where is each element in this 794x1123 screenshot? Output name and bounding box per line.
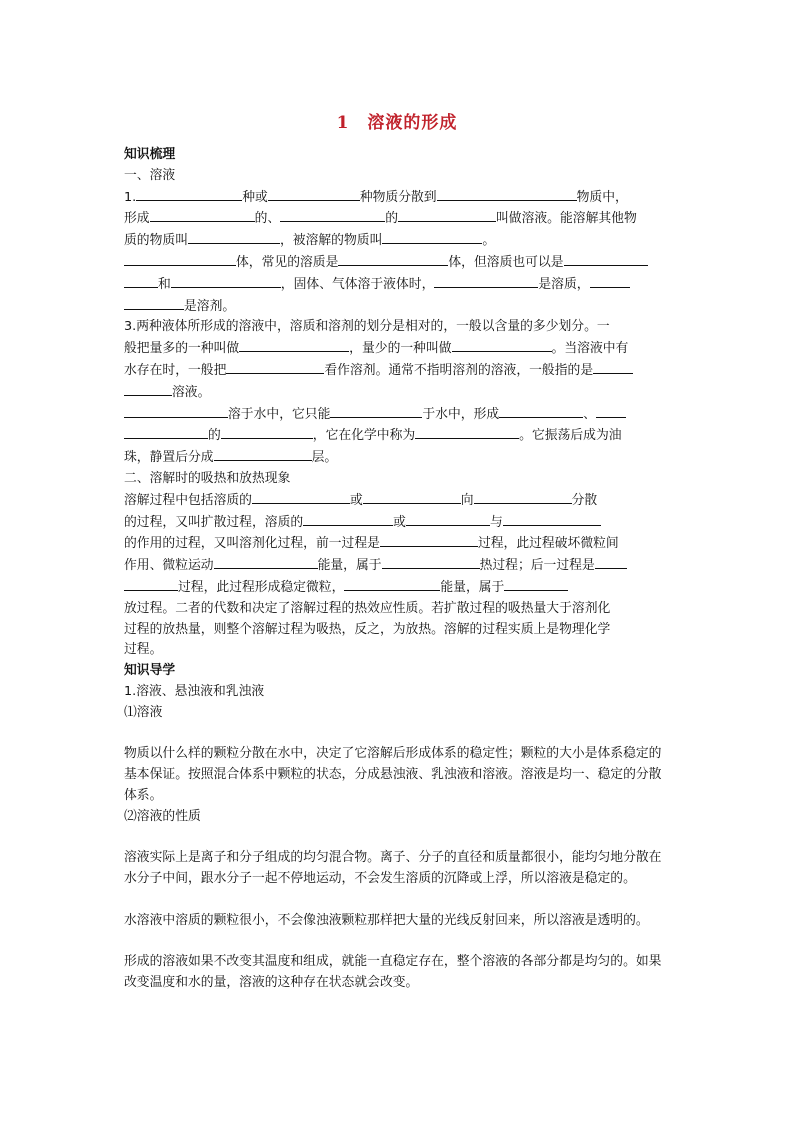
- section-heading-knowledge-review: 知识梳理: [124, 147, 176, 162]
- answer-blank[interactable]: [380, 533, 478, 547]
- page-title: 1 溶液的形成: [336, 113, 458, 133]
- answer-blank[interactable]: [221, 425, 313, 439]
- answer-blank[interactable]: [338, 252, 448, 266]
- answer-blank[interactable]: [434, 274, 538, 288]
- answer-blank[interactable]: [406, 512, 490, 526]
- answer-blank[interactable]: [382, 230, 482, 244]
- subheading-solution: 一、溶液: [124, 167, 176, 183]
- answer-blank[interactable]: [303, 512, 393, 526]
- answer-blank[interactable]: [564, 252, 648, 266]
- answer-blank[interactable]: [124, 274, 158, 288]
- answer-blank[interactable]: [344, 577, 440, 591]
- answer-blank[interactable]: [214, 447, 312, 461]
- answer-blank[interactable]: [124, 382, 172, 396]
- question-5: 溶解过程中包括溶质的 或 向 分散 的过程，又叫扩散过程，溶质的 或 与 的作用的过程，又叫溶剂化过程，前一过程是 过程，此过程破坏微粒间 作用、微粒运动 能量，属于 热过程；后一过程是 过程，此过程形成稳定微粒， 能量，属于 放过程。二者的代数和决定了溶解过程的热效应性质。若扩散过程的吸热量大于溶剂化 过程的放热量，则整个溶解过程为吸热，反之，为放热。溶解的过程实质上是物理化学 过程。: [124, 490, 670, 661]
- answer-blank[interactable]: [595, 555, 627, 569]
- worksheet-body: [124, 145, 670, 994]
- answer-blank[interactable]: [239, 338, 349, 352]
- answer-blank[interactable]: [124, 404, 228, 418]
- paragraph-stable-state: 形成的溶液如果不改变其温度和组成，就能一直稳定存在，整个溶液的各部分都是均匀的。如果改变温度和水的量，溶液的这种存在状态就会改变。: [124, 954, 662, 991]
- subheading-solutions-suspensions-emulsions: 1.溶液、悬浊液和乳浊液: [124, 683, 265, 699]
- answer-blank[interactable]: [596, 404, 626, 418]
- answer-blank[interactable]: [124, 425, 208, 439]
- question-1: 1. 种或 种物质分散到 物质中， 形成 的、 的 叫做溶液。能溶解其他物 质的物质叫 ，被溶解的物质叫 。: [124, 187, 670, 252]
- answer-blank[interactable]: [188, 230, 280, 244]
- question-2: 体，常见的溶质是 体，但溶质也可以是 和 ，固体、气体溶于液体时， 是溶质， 是溶剂。: [124, 252, 670, 317]
- answer-blank[interactable]: [474, 490, 572, 504]
- subheading-solution-properties: ⑵溶液的性质: [124, 808, 201, 824]
- answer-blank[interactable]: [124, 252, 236, 266]
- answer-blank[interactable]: [252, 490, 350, 504]
- answer-blank[interactable]: [124, 296, 184, 310]
- answer-blank[interactable]: [382, 555, 480, 569]
- answer-blank[interactable]: [226, 360, 324, 374]
- answer-blank[interactable]: [398, 208, 496, 222]
- answer-blank[interactable]: [415, 425, 519, 439]
- section-heading-knowledge-guide: 知识导学: [124, 663, 176, 679]
- answer-blank[interactable]: [499, 404, 583, 418]
- answer-blank[interactable]: [452, 338, 552, 352]
- answer-blank[interactable]: [268, 187, 360, 201]
- paragraph-transparency: 水溶液中溶质的颗粒很小，不会像浊液颗粒那样把大量的光线反射回来，所以溶液是透明的。: [124, 912, 649, 928]
- answer-blank[interactable]: [593, 360, 633, 374]
- paragraph-particle-stability: 物质以什么样的颗粒分散在水中，决定了它溶解后形成体系的稳定性；颗粒的大小是体系稳定的基本保证。按照混合体系中颗粒的状态，分成悬浊液、乳浊液和溶液。溶液是均一、稳定的分散体系。: [124, 746, 662, 803]
- answer-blank[interactable]: [590, 274, 630, 288]
- answer-blank[interactable]: [330, 404, 422, 418]
- answer-blank[interactable]: [150, 208, 255, 222]
- answer-blank[interactable]: [437, 187, 577, 201]
- answer-blank[interactable]: [363, 490, 461, 504]
- answer-blank[interactable]: [503, 512, 601, 526]
- subheading-solution-item: ⑴溶液: [124, 704, 163, 720]
- answer-blank[interactable]: [214, 555, 318, 569]
- paragraph-homogeneous-mixture: 溶液实际上是离子和分子组成的均匀混合物。离子、分子的直径和质量都很小，能均匀地分散在水分子中间，跟水分子一起不停地运动，不会发生溶质的沉降或上浮，所以溶液是稳定的。: [124, 850, 662, 887]
- answer-blank[interactable]: [504, 577, 568, 591]
- question-3: 3.两种液体所形成的溶液中，溶质和溶剂的划分是相对的，一般以含量的多少划分。一 般把量多的一种叫做 ，量少的一种叫做 。当溶液中有 水存在时，一般把 看作溶剂。通常不指明溶剂的溶液，一般指的是 溶液。: [124, 317, 670, 403]
- subheading-heat-of-dissolution: 二、溶解时的吸热和放热现象: [124, 470, 291, 486]
- answer-blank[interactable]: [136, 187, 242, 201]
- answer-blank[interactable]: [171, 274, 281, 288]
- answer-blank[interactable]: [124, 577, 178, 591]
- question-4: 溶于水中，它只能 于水中，形成 、 的 ，它在化学中称为 。它振荡后成为油 珠，静置后分成 层。: [124, 404, 670, 469]
- answer-blank[interactable]: [280, 208, 385, 222]
